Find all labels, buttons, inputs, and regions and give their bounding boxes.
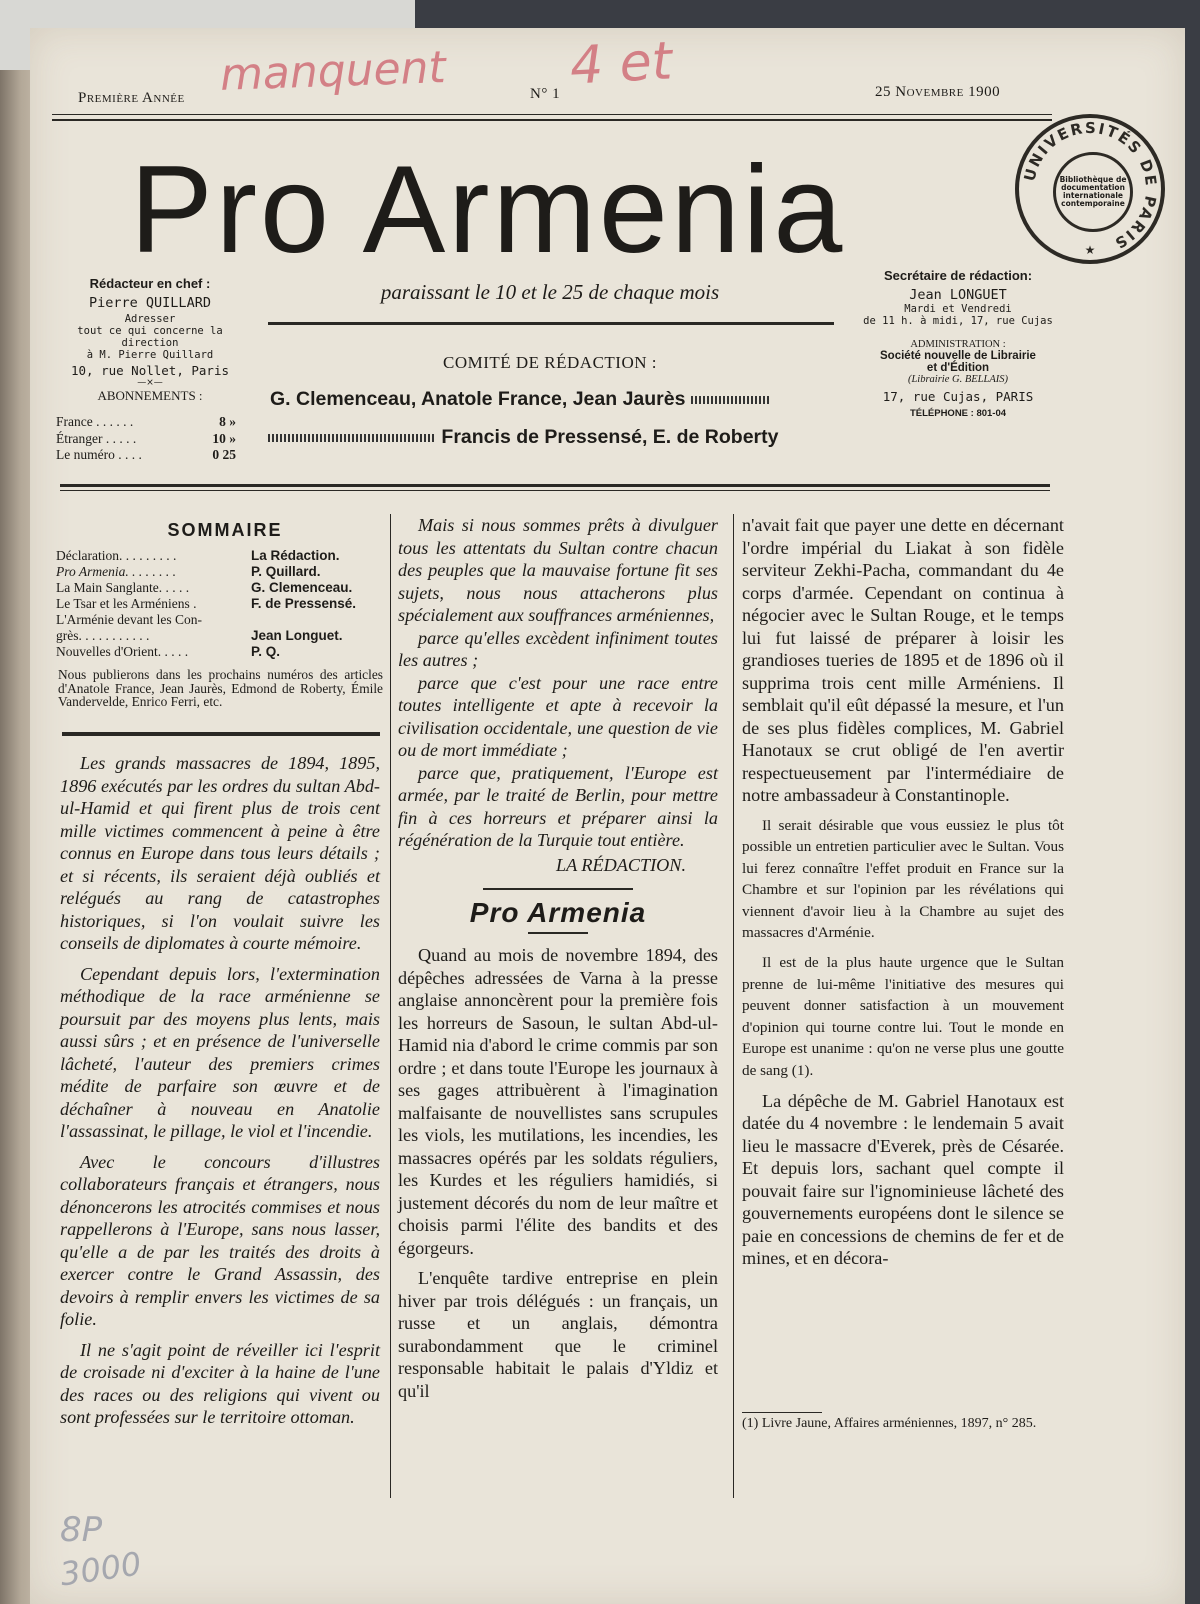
paragraph: Cependant depuis lors, l'extermination méthodique de la race arménienne se poursuit par des moyens plus lents, mais aussi sûrs ; et en présence de l'universelle lâcheté, l'auteur des premiers crimes médite de parfaire son œuvre et de déchaîner à nouveau en Anatolie l'assassinat, le pillage, le viol et l'incendie.	[60, 963, 380, 1141]
admin-line2: et d'Édition	[926, 362, 990, 374]
header-rule	[52, 114, 1052, 115]
summary-item: Nouvelles d'Orient. . . . . P. Q.	[56, 644, 281, 659]
center-rule	[268, 322, 834, 325]
footnote-rule	[742, 1412, 822, 1413]
masthead-rule	[60, 484, 1050, 487]
edition-year: Première Année	[78, 90, 185, 106]
middle-column	[398, 514, 718, 1410]
summary-item: grès. . . . . . . . . . . Jean Longuet.	[56, 628, 343, 643]
subscriptions-title: ABONNEMENTS :	[97, 388, 203, 403]
summary-item: Pro Armenia. . . . . . . . P. Quillard.	[56, 564, 321, 579]
divider	[528, 932, 588, 934]
quote-paragraph: Il serait désirable que vous eussiez le plus tôt possible un entretien particulier avec le Sultan. Vous lui ferez connaître l'effet produit en France sur la Chambre et sur l'opinion par les révélations qui viennent d'avoir lieu à la Chambre au sujet des massacres d'Arménie.	[742, 816, 1064, 942]
subscriptions-list	[56, 414, 236, 464]
quote-paragraph: Il est de la plus haute urgence que le Sultan prenne de lui-même l'initiative des mesures qui peuvent donner satisfaction à un mouvement d'opinion qui tourne contre lui. Tout le monde en Europe est unanime : qu'on ne verse plus une goutte de sang (1).	[742, 954, 1064, 1080]
newspaper-page	[30, 28, 1185, 1604]
admin-title: ADMINISTRATION :	[910, 339, 1006, 350]
editor-line1: Adresser	[124, 313, 176, 325]
svg-text:★: ★	[1084, 243, 1096, 257]
declaration-column	[60, 752, 380, 1437]
right-column	[742, 514, 1064, 1278]
paragraph: Mais si nous sommes prêts à divulguer tous les attentats du Sultan contre chacun des peuples que la mauvaise fortune fit ses sujets, nous nous attacherons plus spécialement aux souffrances arméniennes,	[398, 515, 718, 625]
handwritten-number: 4 et	[568, 31, 674, 97]
signature: LA RÉDACTION.	[555, 854, 686, 875]
library-stamp	[1015, 114, 1165, 264]
summary-rule	[62, 732, 380, 736]
header-rule-2	[52, 119, 1052, 121]
sub-row: France . . . . . . 8 »	[56, 414, 236, 429]
admin-line1: Société nouvelle de Librairie	[880, 350, 1036, 362]
paragraph: parce que, pratiquement, l'Europe est armée, par le traité de Berlin, pour mettre fin à ces horreurs et préparer ainsi la régénération de la Turquie tout entière.	[398, 762, 718, 850]
editor-box	[50, 276, 250, 404]
paragraph: Avec le concours d'illustres collaborateurs français et étrangers, nous dénoncerons les atrocités commises et nous rappellerons à l'Europe, sans nous lasser, qu'elle a de par les traités des droits à exercer contre le Grand Assassin, des devoirs à remplir envers les victimes de sa folie.	[60, 1151, 380, 1329]
editor-address: 10, rue Nollet, Paris	[70, 363, 230, 378]
committee-line-2: Francis de Pressensé, E. de Roberty	[268, 426, 848, 449]
secretary-name: Jean LONGUET	[909, 287, 1007, 303]
summary-list	[56, 548, 386, 660]
footnote: (1) Livre Jaune, Affaires arméniennes, 1897, n° 285.	[742, 1416, 1037, 1431]
handwritten-note: manquent	[219, 42, 447, 101]
stamp-center: Bibliothèque de documentation internationale contemporaine	[1053, 152, 1133, 232]
svg-text:UNIVERSITÉS DE PARIS: UNIVERSITÉS DE PARIS	[1020, 118, 1161, 253]
summary-item: Déclaration. . . . . . . . . La Rédaction.	[56, 548, 340, 563]
editor-sep: —×—	[137, 378, 163, 388]
summary-item: L'Arménie devant les Con-	[56, 612, 203, 627]
paragraph: Il ne s'agit point de réveiller ici l'esprit de croisade ni d'exciter à la haine de l'une des races ou des religions qui vivent ou sont professées sur le territoire ottoman.	[60, 1339, 380, 1427]
paragraph: L'enquête tardive entreprise en plein hiver par trois délégués : un français, un russe et un anglais, démontra surabondamment que le criminel responsable habitait le palais d'Yldiz et qu'il	[398, 1268, 718, 1401]
paragraph: n'avait fait que payer une dette en décernant l'ordre impérial du Liakat à son fidèle serviteur Zekhi-Pacha, commandant du 4e corps d'armée. Cependant on continua à négocier avec le Sultan Rouge, et le temps lui fut laissé de préparer à loisir les grandioses tueries de 1895 et de 1896 où il supprima trois cent mille Arméniens. Il semblait qu'il eût dépassé la mesure, et l'un de ses plus fidèles complices, M. Gabriel Hanotaux se crut obligé de l'en avertir respectueusement par l'intermédiaire de notre ambassadeur à Constantinople.	[742, 515, 1064, 805]
article-title: Pro Armenia	[469, 897, 647, 928]
admin-line3: (Librairie G. BELLAIS)	[907, 374, 1009, 385]
editor-role: Rédacteur en chef :	[89, 276, 211, 291]
paragraph: parce que c'est pour une race entre toutes intelligente et apte à recevoir la civilisation occidentale, une question de vie ou de mort immédiate ;	[398, 672, 718, 760]
ornament-rule	[691, 396, 769, 404]
committee-line-1: G. Clemenceau, Anatole France, Jean Jaurès	[270, 388, 850, 411]
divider	[483, 888, 633, 890]
publication-schedule: paraissant le 10 et le 25 de chaque mois	[380, 280, 720, 304]
paragraph: Les grands massacres de 1894, 1895, 1896 exécutés par les ordres du sultan Abd-ul-Hamid et qui firent plus de trois cent mille victimes commencent à peine à être connus en Europe dans tous leurs détails ; et si récents, ils seraient déjà oubliés et relégués au rang de catastrophes historiques, si l'on voulait suivre les conseils de diplomates à courte mémoire.	[60, 753, 380, 953]
pencil-note-2: 3000	[57, 1544, 144, 1594]
column-separator	[390, 514, 391, 1498]
secretary-line1: Mardi et Vendredi	[904, 303, 1012, 315]
paragraph: La dépêche de M. Gabriel Hanotaux est datée du 4 novembre : le lendemain 5 avait lieu le massacre d'Everek, près de Césarée. Et depuis lors, sachant quel compte il pouvait faire sur l'ignominieuse lâcheté des gouvernements européens dont le silence se paie en concessions de chemins de fer et de mines, et en décora-	[742, 1090, 1064, 1269]
paragraph: Quand au mois de novembre 1894, des dépêches adressées de Varna à la presse anglaise annoncèrent pour la première fois les horreurs de Sasoun, le sultan Abd-ul-Hamid nia d'abord le crime commis par son ordre ; et dans toute l'Europe les journaux à ses gages attribuèrent à l'imagination malfaisante de nouvellistes sans scrupules les viols, les mutilations, les incendies, les massacres opérés par les soldats réguliers, les Kurdes et les réguliers hamidiés, si justement décorés du nom de leur maître et choisis parmi l'élite des bandits et des égorgeurs.	[398, 945, 718, 1258]
summary-item: Le Tsar et les Arméniens . F. de Pressensé.	[56, 596, 357, 611]
committee-title: COMITÉ DE RÉDACTION :	[442, 353, 657, 372]
summary-note: Nous publierons dans les prochains numéros des articles d'Anatole France, Jean Jaurès, Edmond de Roberty, Émile Vandervelde, Enrico Ferri, etc.	[58, 667, 383, 709]
masthead-rule-2	[60, 490, 1050, 491]
admin-phone: TÉLÉPHONE : 801-04	[909, 408, 1007, 419]
editor-name: Pierre QUILLARD	[89, 295, 211, 311]
sub-row: Étranger . . . . . 10 »	[56, 430, 236, 446]
editor-line3: à M. Pierre Quillard	[86, 349, 214, 361]
summary-item: La Main Sanglante. . . . . G. Clemenceau.	[56, 580, 353, 595]
secretary-role: Secrétaire de rédaction:	[883, 268, 1033, 283]
editor-line2: tout ce qui concerne la direction	[77, 325, 223, 349]
paragraph: parce qu'elles excèdent infiniment toutes les autres ;	[398, 627, 718, 670]
sub-row: Le numéro . . . . 0 25	[56, 447, 236, 462]
admin-address: 17, rue Cujas, PARIS	[882, 389, 1034, 404]
summary-title: SOMMAIRE	[167, 520, 283, 540]
issue-date: 25 Novembre 1900	[875, 84, 1001, 100]
newspaper-title: Pro Armenia	[130, 141, 846, 279]
secretary-line2: de 11 h. à midi, 17, rue Cujas	[863, 315, 1053, 327]
ornament-rule	[268, 434, 436, 442]
pencil-note-1: 8P	[60, 1510, 103, 1550]
column-separator	[733, 514, 734, 1498]
secretary-box	[858, 268, 1058, 419]
issue-number: N° 1	[530, 86, 561, 102]
